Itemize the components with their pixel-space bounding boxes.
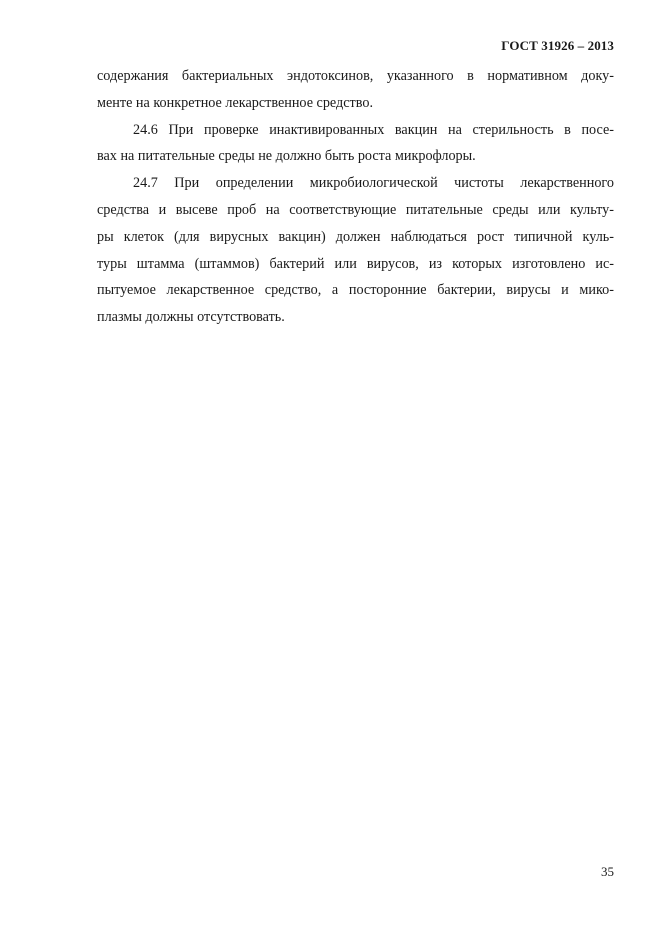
standard-designation: ГОСТ 31926 – 2013 (501, 38, 614, 53)
text-line: плазмы должны отсутствовать. (97, 309, 285, 326)
text-line: туры штамма (штаммов) бактерий или вирусов, из которых изготовлено ис- (97, 255, 614, 272)
document-body (97, 63, 614, 331)
text-line: менте на конкретное лекарственное средство. (97, 94, 374, 111)
document-header (501, 38, 614, 54)
text-line: средства и высеве проб на соответствующие питательные среды или культу- (97, 201, 614, 218)
clause-24-6-first-line: 24.6 При проверке инактивированных вакцин на стерильность в посе- (133, 121, 614, 138)
text-line: ры клеток (для вирусных вакцин) должен наблюдаться рост типичной куль- (97, 228, 614, 245)
text-line: содержания бактериальных эндотоксинов, указанного в нормативном доку- (97, 68, 614, 84)
text-line: пытуемое лекарственное средство, а посторонние бактерии, вирусы и мико- (97, 282, 614, 299)
text-line: вах на питательные среды не должно быть роста микрофлоры. (97, 148, 476, 165)
page-number: 35 (601, 864, 614, 879)
clause-24-7-first-line: 24.7 При определении микробиологической чистоты лекарственного (133, 175, 614, 192)
